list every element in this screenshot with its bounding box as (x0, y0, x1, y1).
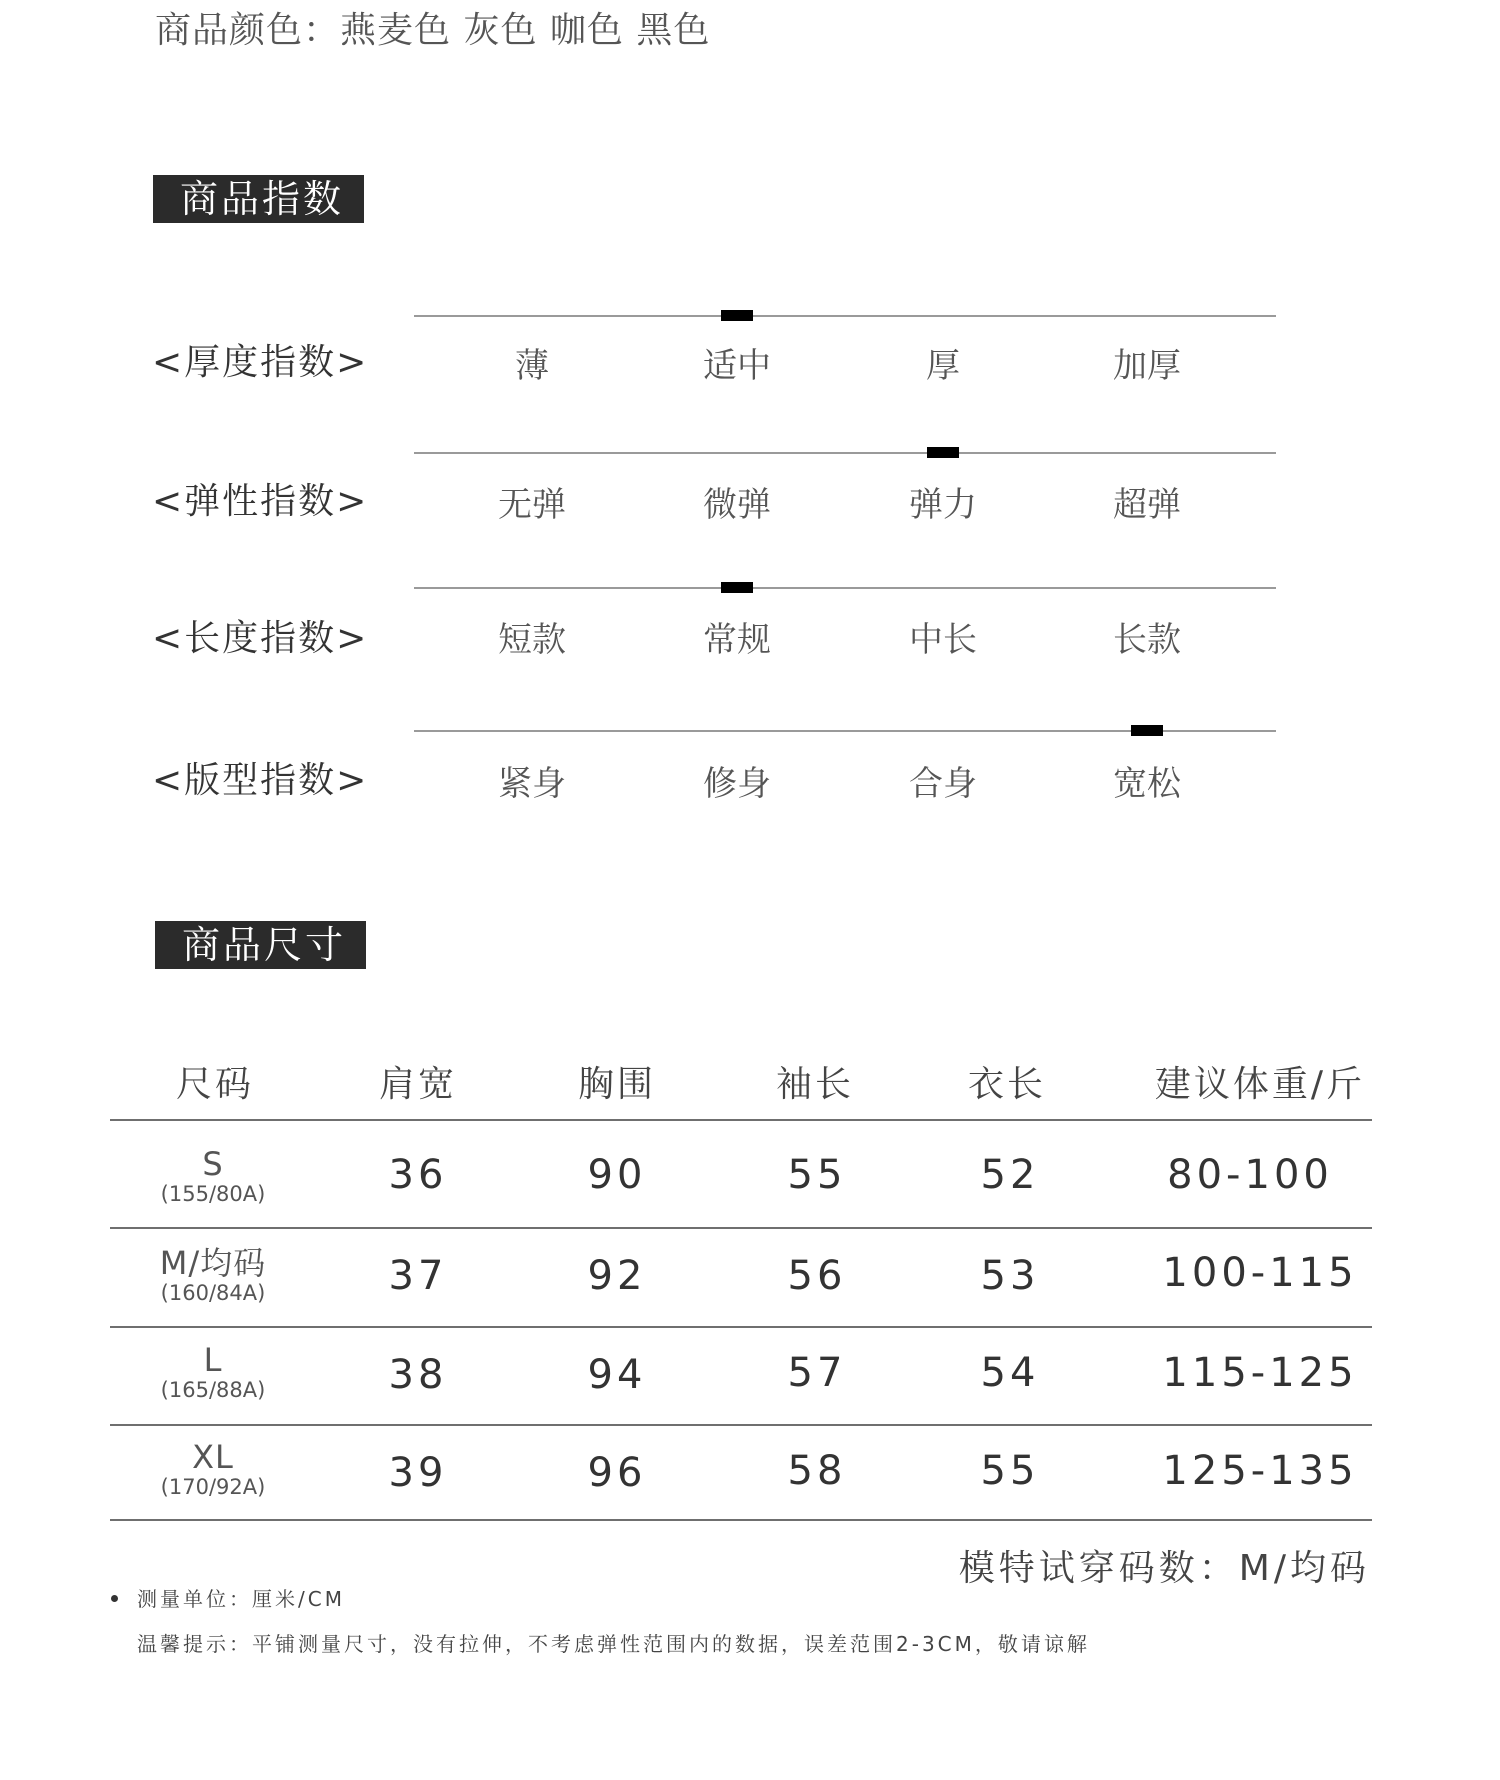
table-cell-shoulder: 36 (388, 1152, 448, 1198)
index-row-fit (0, 716, 1500, 826)
index-marker (721, 310, 753, 321)
size-label: M/均码 (159, 1244, 267, 1282)
index-option: 加厚 (1113, 346, 1181, 386)
model-size-note: 模特试穿码数：M/均码 (958, 1548, 1370, 1589)
measurement-tip-note: 温馨提示：平铺测量尺寸，没有拉伸，不考虑弹性范围内的数据，误差范围2-3CM，敬请谅解 (137, 1632, 1090, 1656)
table-divider (110, 1326, 1372, 1328)
index-label: <厚度指数> (152, 342, 369, 383)
table-cell-weight: 115-125 (1162, 1350, 1358, 1396)
table-cell-shoulder: 37 (388, 1253, 448, 1299)
table-divider (110, 1519, 1372, 1521)
table-header-sleeve: 袖长 (775, 1064, 854, 1105)
table-divider (110, 1424, 1372, 1426)
table-header-shoulder: 肩宽 (378, 1064, 457, 1105)
index-option: 紧身 (498, 764, 566, 804)
table-cell-sleeve: 57 (787, 1350, 847, 1396)
index-marker (721, 582, 753, 593)
index-option: 短款 (498, 620, 566, 660)
table-header-weight: 建议体重/斤 (1154, 1064, 1366, 1105)
table-cell-size (113, 1440, 313, 1500)
table-cell-chest: 96 (587, 1450, 647, 1496)
table-cell-length: 54 (980, 1350, 1040, 1396)
index-row-elasticity (0, 437, 1500, 547)
size-label: S (202, 1145, 224, 1183)
index-option: 适中 (703, 346, 771, 386)
table-cell-shoulder: 38 (388, 1352, 448, 1398)
index-label: <弹性指数> (152, 481, 369, 522)
size-code: (160/84A) (160, 1281, 266, 1305)
index-marker (927, 447, 959, 458)
table-cell-size (113, 1343, 313, 1403)
table-cell-length: 53 (980, 1253, 1040, 1299)
size-code: (165/88A) (160, 1378, 266, 1402)
table-header-length: 衣长 (967, 1064, 1046, 1105)
table-cell-weight: 125-135 (1162, 1448, 1358, 1494)
table-cell-chest: 90 (587, 1152, 647, 1198)
index-option: 厚 (926, 346, 960, 386)
index-option: 微弹 (703, 485, 771, 525)
measurement-unit-note: 测量单位：厘米/CM (137, 1587, 345, 1611)
table-cell-chest: 92 (587, 1253, 647, 1299)
index-option: 修身 (703, 764, 771, 804)
table-cell-sleeve: 55 (787, 1152, 847, 1198)
size-label: XL (192, 1438, 234, 1476)
size-code: (170/92A) (160, 1475, 266, 1499)
size-label: L (203, 1341, 223, 1379)
table-cell-weight: 100-115 (1162, 1250, 1358, 1296)
size-code: (155/80A) (160, 1182, 266, 1206)
index-track (414, 315, 1276, 317)
table-divider (110, 1119, 1372, 1121)
table-cell-shoulder: 39 (388, 1450, 448, 1496)
product-colors-line: 商品颜色：燕麦色 灰色 咖色 黑色 (155, 10, 711, 51)
table-cell-sleeve: 58 (787, 1448, 847, 1494)
index-label: <长度指数> (152, 618, 369, 659)
table-header-size: 尺码 (175, 1064, 254, 1105)
index-track (414, 452, 1276, 454)
index-track (414, 587, 1276, 589)
table-cell-chest: 94 (587, 1352, 647, 1398)
index-option: 宽松 (1113, 764, 1181, 804)
table-cell-sleeve: 56 (787, 1253, 847, 1299)
index-option: 中长 (909, 620, 977, 660)
section-header-size: 商品尺寸 (155, 921, 366, 969)
index-marker (1131, 725, 1163, 736)
index-label: <版型指数> (152, 760, 369, 801)
index-option: 薄 (515, 346, 549, 386)
bullet-dot-icon (111, 1595, 118, 1602)
table-header-chest: 胸围 (577, 1064, 656, 1105)
table-cell-length: 52 (980, 1152, 1040, 1198)
table-cell-length: 55 (980, 1448, 1040, 1494)
index-row-thickness (0, 300, 1500, 410)
table-cell-size (113, 1147, 313, 1207)
table-cell-weight: 80-100 (1167, 1152, 1333, 1198)
index-option: 弹力 (909, 485, 977, 525)
index-option: 合身 (909, 764, 977, 804)
index-option: 常规 (703, 620, 771, 660)
index-option: 长款 (1113, 620, 1181, 660)
section-header-index: 商品指数 (153, 175, 364, 223)
index-row-length (0, 572, 1500, 682)
table-divider (110, 1227, 1372, 1229)
index-option: 无弹 (498, 485, 566, 525)
table-cell-size (113, 1246, 313, 1306)
index-option: 超弹 (1113, 485, 1181, 525)
